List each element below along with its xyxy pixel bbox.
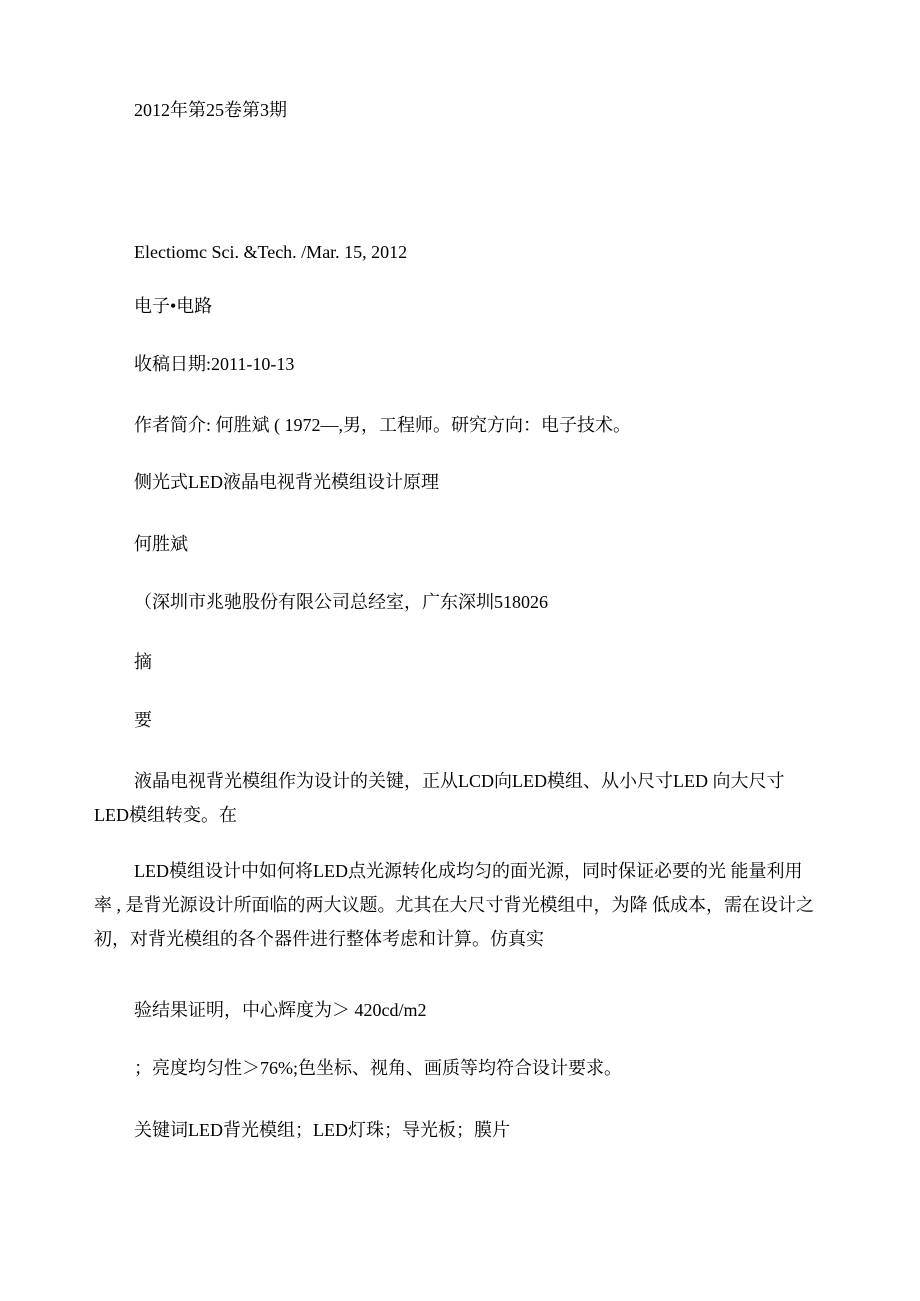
affiliation: （深圳市兆驰股份有限公司总经室，广东深圳518026 [134,592,548,612]
abstract-line-3: 验结果证明，中心辉度为＞ 420cd/m2 [134,1000,427,1020]
issue-line: 2012年第25卷第3期 [134,100,287,120]
author-name: 何胜斌 [134,534,188,554]
author-bio: 作者简介: 何胜斌 ( 1972—,男，工程师。研究方向：电子技术。 [134,415,631,435]
abstract-paragraph-2: LED模组设计中如何将LED点光源转化成均匀的面光源，同时保证必要的光 能量利用率 , 是背光源设计所面临的两大议题。尤其在大尺寸背光模组中，为降 低成本，需在设计之初，对背光模组的各个器件进行整体考虑和计算。仿真实 [94,861,814,949]
article-title: 侧光式LED液晶电视背光模组设计原理 [134,472,439,492]
section-label: 电子•电路 [134,296,213,316]
abstract-label-2: 要 [134,710,152,730]
abstract-label-1: 摘 [134,652,152,672]
journal-line: Electiomc Sci. &Tech. /Mar. 15, 2012 [134,242,408,262]
received-date: 收稿日期:2011-10-13 [134,354,295,374]
abstract-paragraph-1: 液晶电视背光模组作为设计的关键，正从LCD向LED模组、从小尺寸LED 向大尺寸LED模组转变。在 [94,771,785,825]
abstract-line-4: ；亮度均匀性＞76%;色坐标、视角、画质等均符合设计要求。 [134,1058,622,1078]
keywords-line: 关键词LED背光模组；LED灯珠；导光板；膜片 [134,1120,510,1140]
